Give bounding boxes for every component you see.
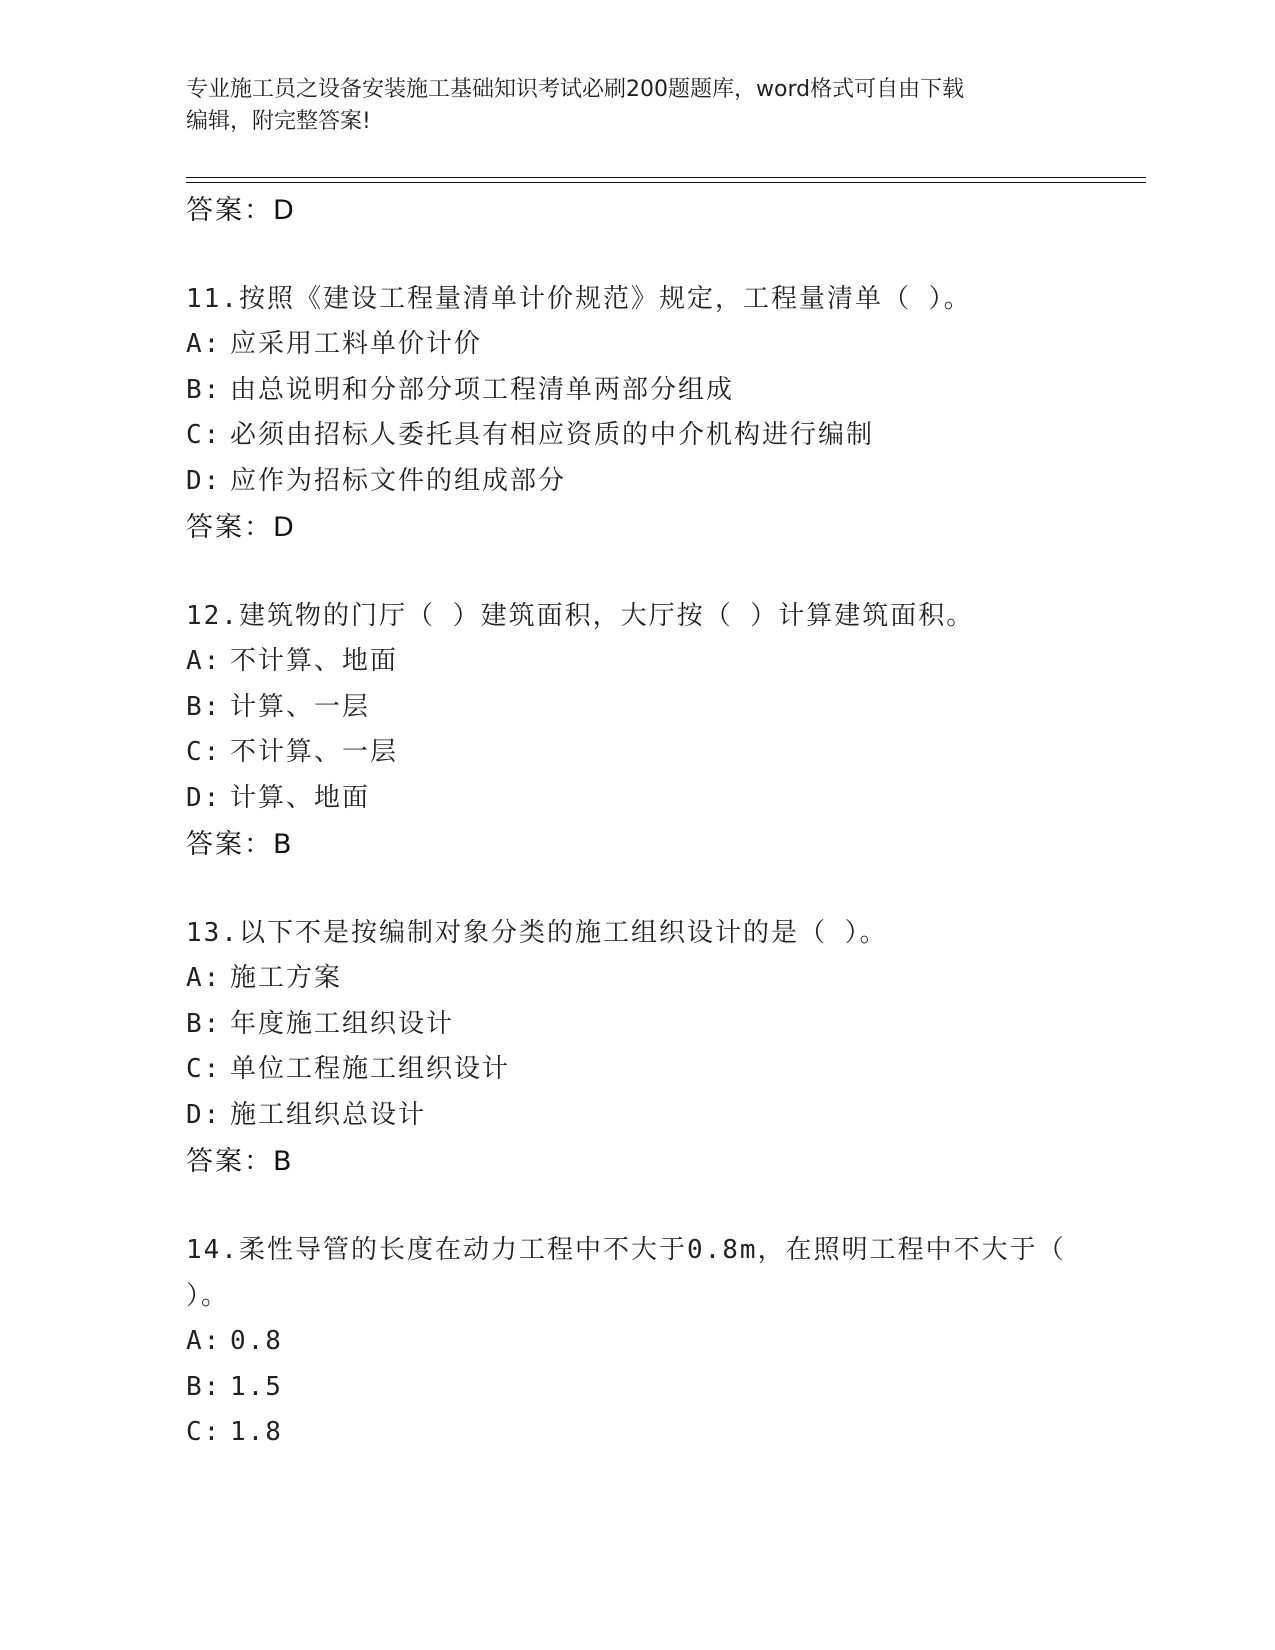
option-text: 由总说明和分部分项工程清单两部分组成 xyxy=(230,374,735,405)
question-block xyxy=(186,1227,1086,1456)
question-block xyxy=(186,276,1086,552)
option-c xyxy=(186,1410,1086,1456)
option-text: 不计算、一层 xyxy=(230,737,399,767)
answer-line xyxy=(186,1138,1086,1186)
header-title-line-2: 编辑，附完整答案! xyxy=(186,109,371,134)
question-text: 13.以下不是按编制对象分类的施工组织设计的是（ ）。 xyxy=(186,918,888,948)
option-text: 1.8 xyxy=(230,1417,283,1447)
option-text: 0.8 xyxy=(230,1326,283,1356)
option-key: A: xyxy=(186,1326,222,1356)
option-a xyxy=(186,322,1086,368)
option-text: 应采用工料单价计价 xyxy=(230,329,483,359)
option-text: 计算、地面 xyxy=(230,782,371,813)
answer-label: 答案： xyxy=(186,829,273,860)
option-text: 应作为招标文件的组成部分 xyxy=(230,465,567,496)
option-key: C: xyxy=(186,420,222,450)
option-key: A: xyxy=(186,963,222,993)
question-block xyxy=(186,593,1086,869)
answer-label: 答案： xyxy=(186,1146,273,1177)
option-d xyxy=(186,776,1086,822)
header-title-line-1: 专业施工员之设备安装施工基础知识考试必刷200题题库，word格式可自由下载 xyxy=(186,77,965,102)
option-key: D: xyxy=(186,782,222,813)
answer-value: B xyxy=(273,1146,292,1177)
option-b xyxy=(186,368,1086,414)
option-text: 单位工程施工组织设计 xyxy=(230,1054,511,1084)
answer-line xyxy=(186,187,1086,235)
option-text: 施工组织总设计 xyxy=(230,1099,427,1130)
option-key: C: xyxy=(186,1054,222,1084)
answer-label: 答案： xyxy=(186,512,273,543)
question-text: 11.按照《建设工程量清单计价规范》规定，工程量清单（ ）。 xyxy=(186,284,972,314)
option-text: 1.5 xyxy=(230,1371,283,1402)
option-a xyxy=(186,639,1086,685)
question-block xyxy=(186,910,1086,1186)
option-b xyxy=(186,1365,1086,1411)
option-key: B: xyxy=(186,1008,222,1039)
option-key: D: xyxy=(186,1099,222,1130)
option-b xyxy=(186,685,1086,731)
option-b xyxy=(186,1002,1086,1048)
option-a xyxy=(186,956,1086,1002)
document-header xyxy=(186,74,1086,138)
option-text: 计算、一层 xyxy=(230,691,371,722)
option-key: A: xyxy=(186,329,222,359)
option-key: B: xyxy=(186,1371,222,1402)
answer-value: D xyxy=(273,512,294,543)
question-text: 12.建筑物的门厅（ ）建筑面积，大厅按（ ）计算建筑面积。 xyxy=(186,601,975,631)
option-key: A: xyxy=(186,646,222,676)
option-c xyxy=(186,1047,1086,1093)
option-a xyxy=(186,1319,1086,1365)
option-d xyxy=(186,459,1086,505)
option-key: B: xyxy=(186,691,222,722)
header-divider-bottom xyxy=(186,182,1146,183)
answer-line xyxy=(186,821,1086,869)
option-key: D: xyxy=(186,465,222,496)
option-text: 必须由招标人委托具有相应资质的中介机构进行编制 xyxy=(230,420,875,450)
answer-value: B xyxy=(273,829,292,860)
option-d xyxy=(186,1093,1086,1139)
option-text: 年度施工组织设计 xyxy=(230,1008,455,1039)
answer-line xyxy=(186,504,1086,552)
option-key: C: xyxy=(186,1417,222,1447)
answer-value: D xyxy=(273,195,294,226)
option-c xyxy=(186,730,1086,776)
header-divider-top xyxy=(186,177,1146,178)
question-list xyxy=(186,187,1086,1456)
option-key: C: xyxy=(186,737,222,767)
option-c xyxy=(186,413,1086,459)
answer-label: 答案： xyxy=(186,195,273,226)
option-text: 施工方案 xyxy=(230,963,343,993)
question-text: 14.柔性导管的长度在动力工程中不大于0.8m，在照明工程中不大于（ ）。 xyxy=(186,1235,1066,1311)
option-key: B: xyxy=(186,374,222,405)
option-text: 不计算、地面 xyxy=(230,646,399,676)
